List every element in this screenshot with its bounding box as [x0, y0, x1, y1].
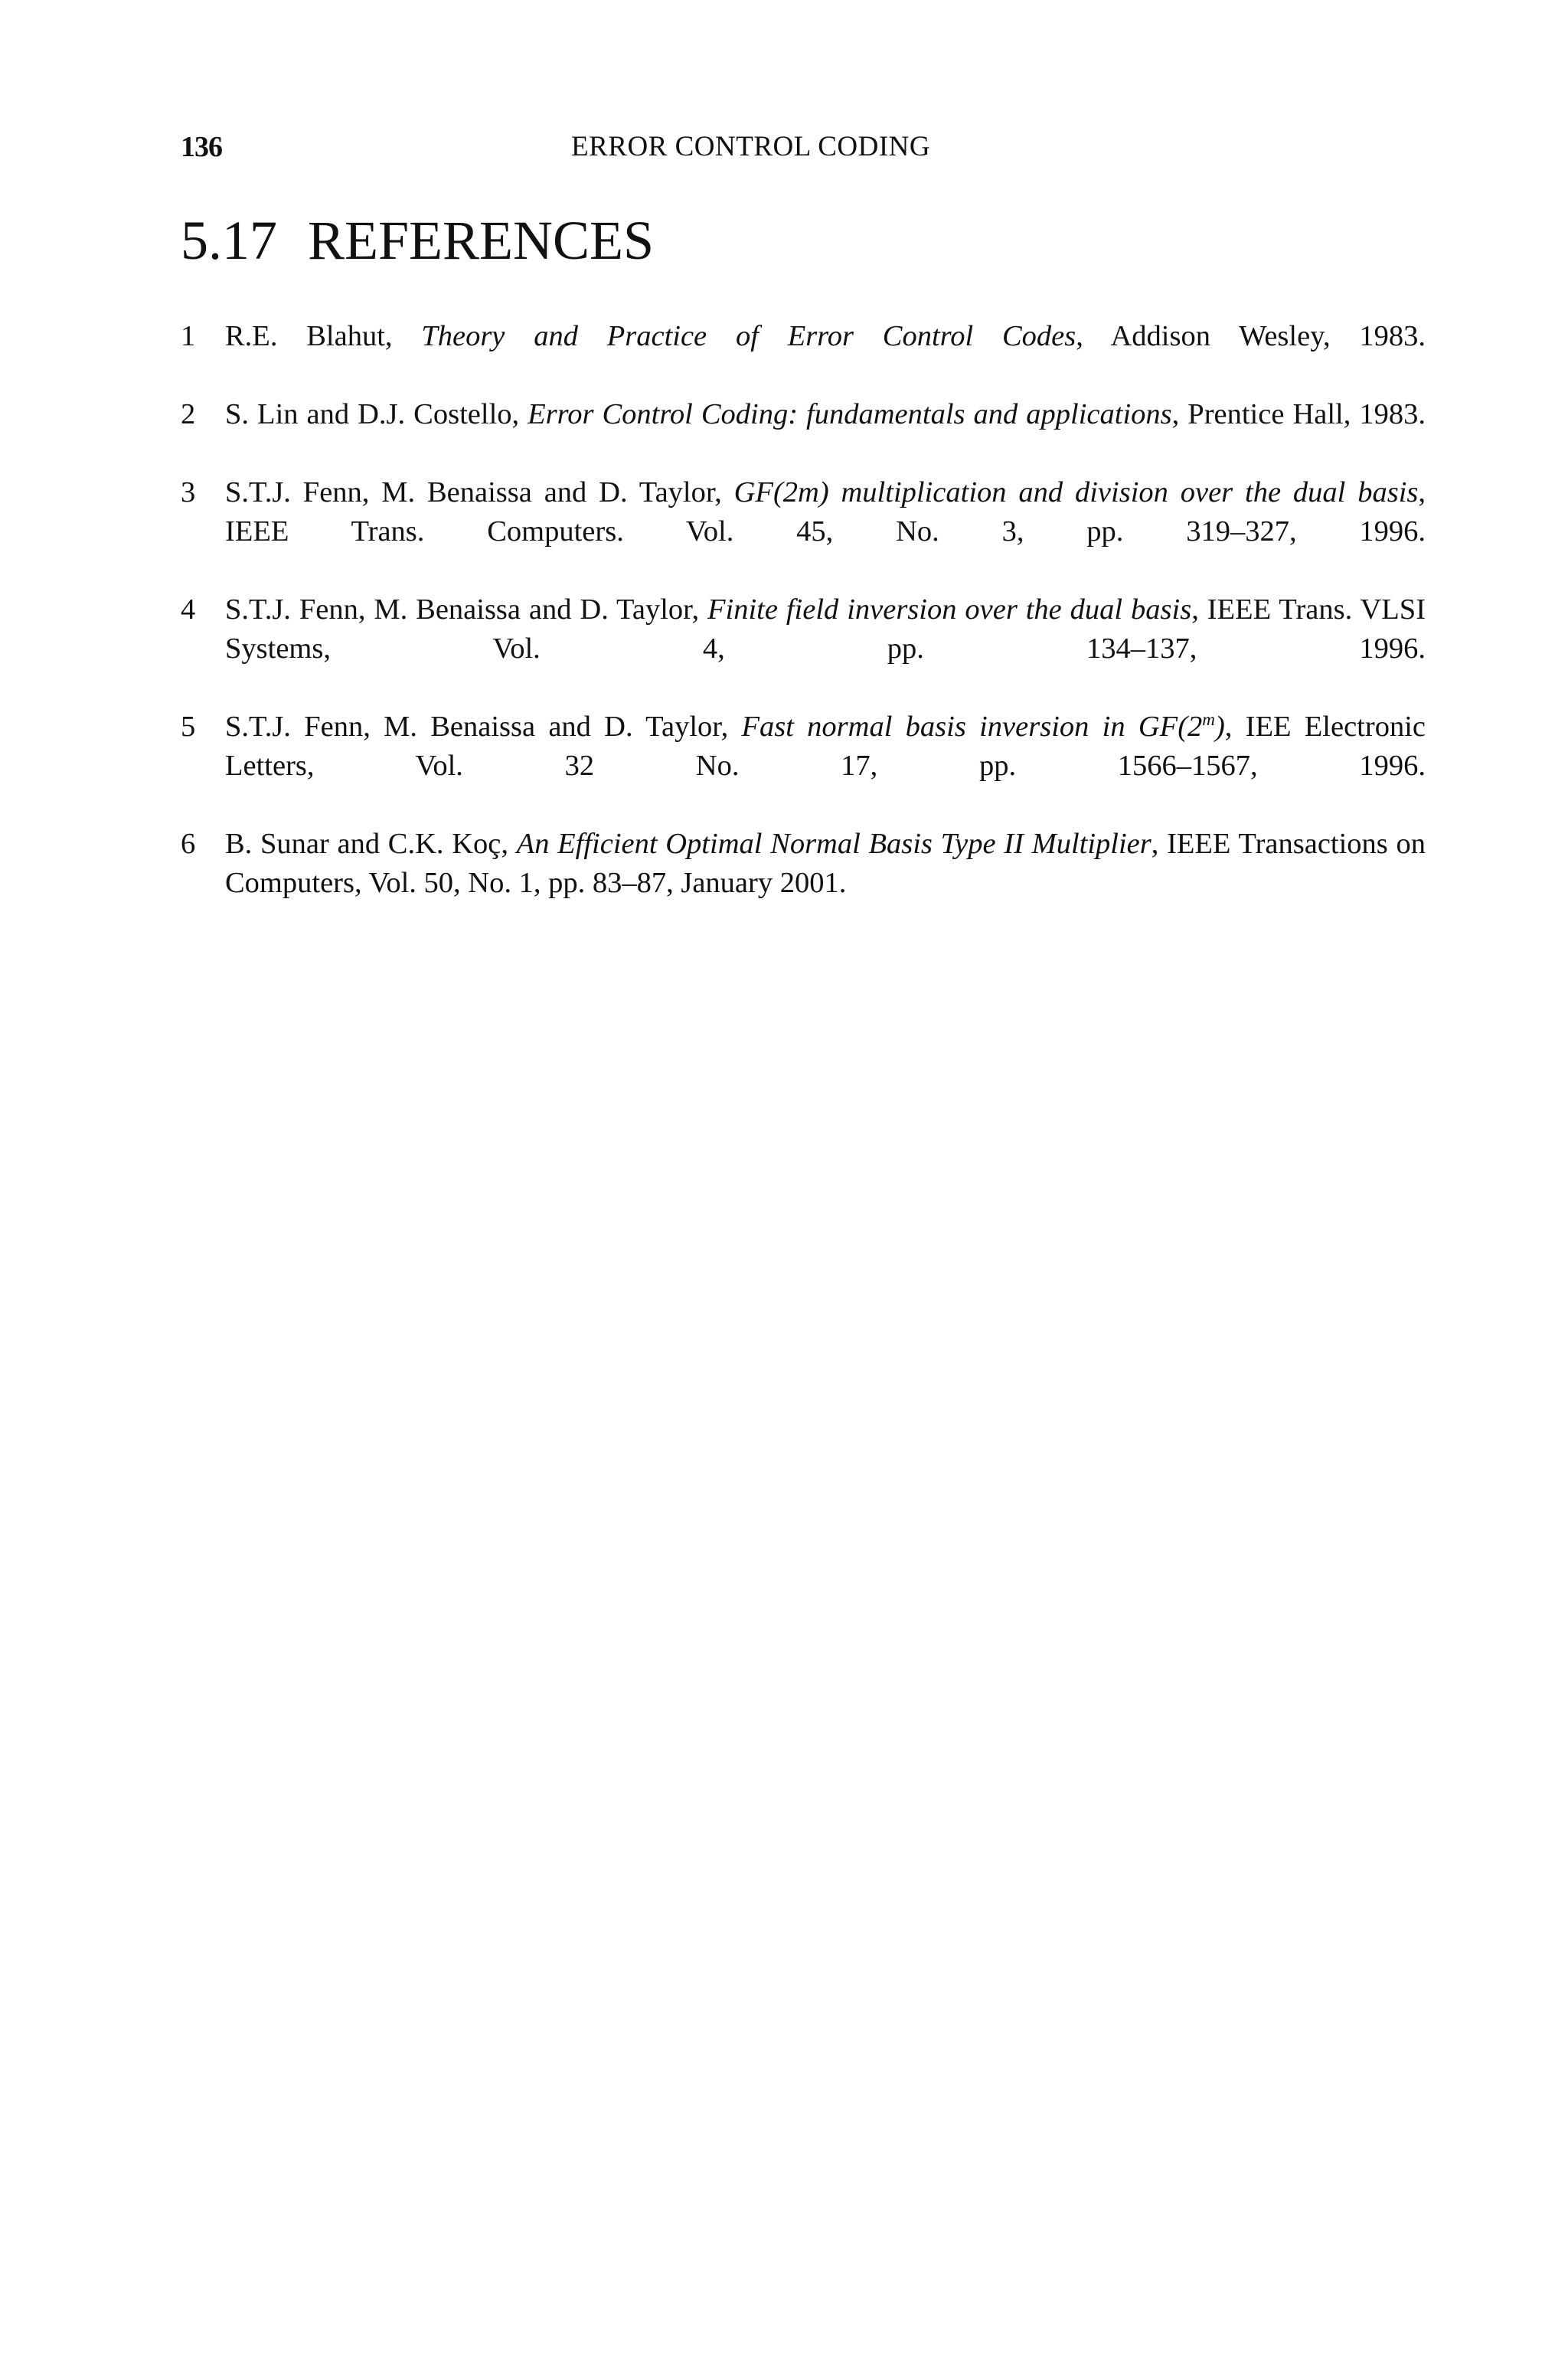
reference-item: [181, 473, 1426, 590]
section-title: REFERENCES: [308, 210, 655, 271]
reference-text: [225, 590, 1426, 708]
reference-list: [181, 317, 1426, 903]
reference-number: 6: [181, 828, 196, 860]
reference-item: [181, 395, 1426, 473]
running-title: ERROR CONTROL CODING: [571, 131, 931, 162]
reference-authors: B. Sunar and C.K. Koç,: [225, 828, 517, 860]
page-number: 136: [181, 131, 222, 163]
running-head: [181, 130, 1421, 176]
reference-text: [225, 825, 1426, 903]
reference-details: , IEEE Trans. Computers. Vol. 45, No. 3, pp. 319–327, 1996.: [225, 476, 1426, 548]
reference-number: 4: [181, 593, 196, 626]
reference-title-part: ): [1214, 711, 1225, 743]
reference-number: 2: [181, 398, 196, 430]
reference-title-superscript: m: [1202, 709, 1215, 730]
reference-title: Theory and Practice of Error Control Codes: [421, 320, 1076, 352]
reference-details: , IEE Electronic Letters, Vol. 32 No. 17, pp. 1566–1567, 1996.: [225, 711, 1426, 782]
reference-text: [225, 473, 1426, 590]
reference-number: 5: [181, 711, 196, 743]
reference-item: [181, 590, 1426, 708]
reference-text: [225, 317, 1426, 395]
reference-number: 3: [181, 476, 196, 508]
reference-text: [225, 395, 1426, 473]
reference-title: GF(2m) multiplication and division over the dual basis: [733, 476, 1419, 508]
reference-title: Error Control Coding: fundamentals and applications: [528, 398, 1172, 430]
reference-number: 1: [181, 320, 196, 352]
reference-authors: S.T.J. Fenn, M. Benaissa and D. Taylor,: [225, 476, 734, 508]
reference-item: [181, 317, 1426, 395]
reference-text: [225, 708, 1426, 825]
reference-title: Finite field inversion over the dual basis: [707, 593, 1192, 626]
reference-item: [181, 825, 1426, 903]
reference-details: , Addison Wesley, 1983.: [1076, 320, 1426, 352]
reference-authors: S.T.J. Fenn, M. Benaissa and D. Taylor,: [225, 711, 742, 743]
reference-details: , IEEE Trans. VLSI Systems, Vol. 4, pp. 134–137, 1996.: [225, 593, 1426, 665]
section-number: 5.17: [181, 210, 277, 271]
reference-details: , Prentice Hall, 1983.: [1171, 398, 1426, 430]
section-heading: [181, 210, 655, 271]
reference-title: [741, 711, 1224, 743]
reference-authors: S.T.J. Fenn, M. Benaissa and D. Taylor,: [225, 593, 707, 626]
reference-authors: R.E. Blahut,: [225, 320, 422, 352]
reference-title-part: Fast normal basis inversion in GF(2: [741, 711, 1203, 743]
reference-item: [181, 708, 1426, 825]
reference-title: An Efficient Optimal Normal Basis Type II Multiplier: [516, 828, 1152, 860]
reference-details: , IEEE Transactions on Computers, Vol. 50, No. 1, pp. 83–87, January 2001.: [225, 828, 1426, 899]
reference-authors: S. Lin and D.J. Costello,: [225, 398, 528, 430]
